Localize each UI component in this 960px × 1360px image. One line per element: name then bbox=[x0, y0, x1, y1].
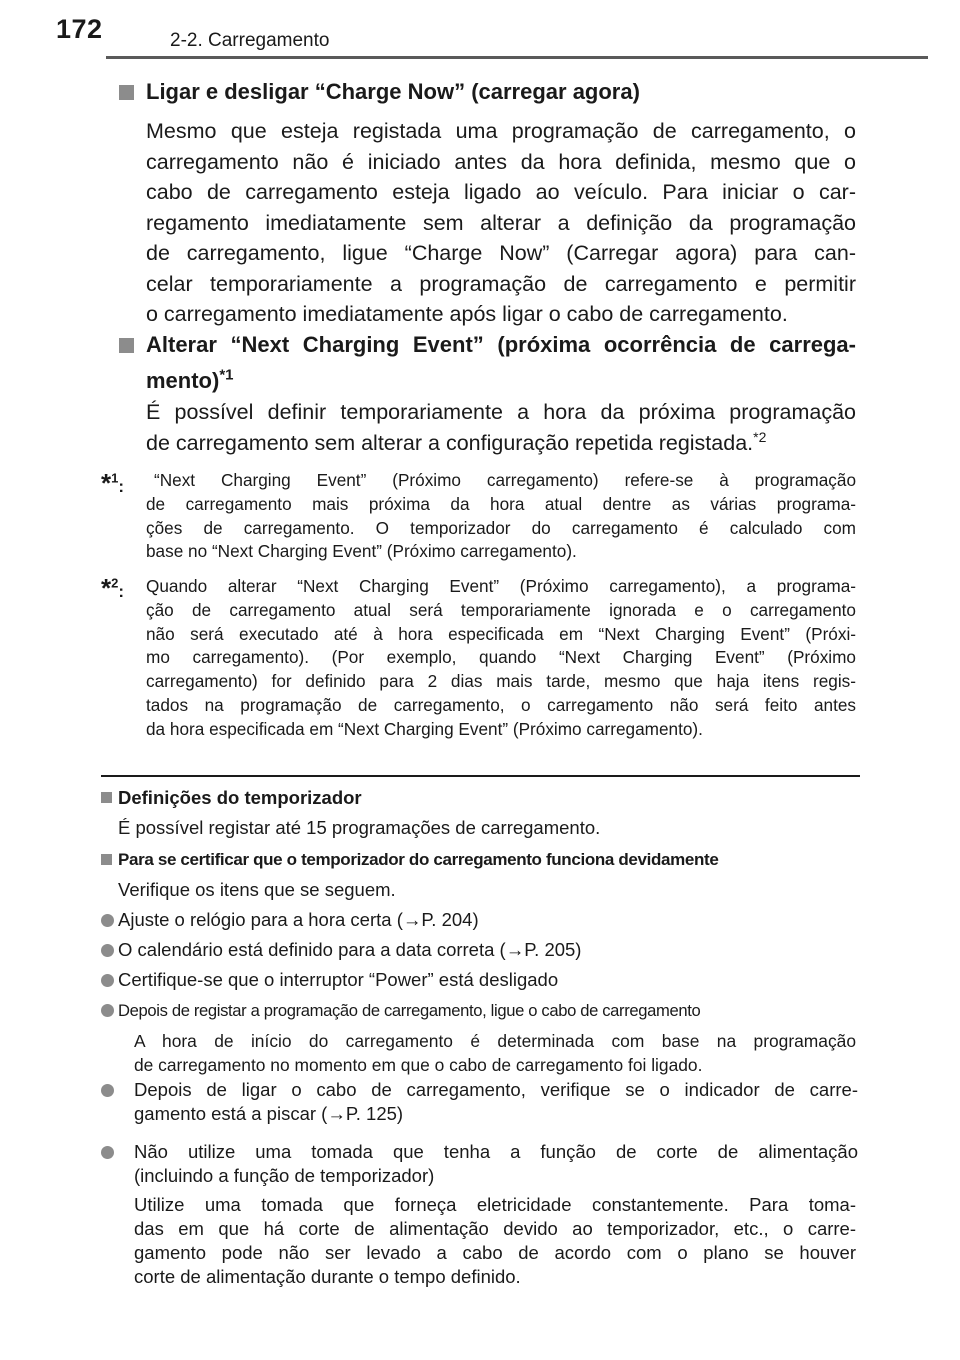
text-line: de carregamento mais próxima da hora atual dentre as várias programa- bbox=[146, 493, 856, 514]
text-line: base no “Next Charging Event” (Próximo carregamento). bbox=[146, 541, 577, 562]
text-line: regamento imediatamente sem alterar a definição da programação bbox=[146, 210, 856, 235]
heading-line-text: mento) bbox=[146, 368, 220, 393]
text-line: tados na programação de carregamento, o carregamento não será feito antes bbox=[146, 694, 856, 715]
heading-timer-check: Para se certificar que o temporizador do carregamento funciona devidamente bbox=[118, 850, 719, 869]
circle-bullet-icon bbox=[101, 1146, 114, 1159]
timer-settings-text: É possível registar até 15 programações de carregamento. bbox=[118, 817, 601, 838]
text-line: É possível definir temporariamente a hora da próxima programação bbox=[146, 400, 856, 424]
checklist-item-detail bbox=[134, 1193, 856, 1289]
heading-line: Alterar “Next Charging Event” (próxima ocorrência de carrega- bbox=[146, 332, 856, 357]
checklist-item bbox=[134, 1140, 858, 1188]
footnote-marker bbox=[101, 470, 124, 500]
checklist-item: Certifique-se que o interruptor “Power” está desligado bbox=[118, 969, 559, 990]
text-line: celar temporariamente a programação de carregamento e permitir bbox=[146, 271, 856, 296]
checklist-item bbox=[134, 1078, 858, 1126]
footnote-2-text bbox=[146, 575, 856, 742]
text-line: Depois de ligar o cabo de carregamento, verifique se o indicador de carre- bbox=[134, 1079, 858, 1100]
footnote-1-text bbox=[146, 469, 856, 564]
text-line: Utilize uma tomada que forneça eletricidade constantemente. Para toma- bbox=[134, 1194, 856, 1215]
circle-bullet-icon bbox=[101, 1084, 114, 1097]
page-number: 172 bbox=[56, 14, 103, 44]
timer-check-intro: Verifique os itens que se seguem. bbox=[118, 879, 396, 900]
checklist-item: Ajuste o relógio para a hora certa (→P. 204) bbox=[118, 909, 479, 930]
footnote-marker bbox=[101, 575, 124, 605]
text-line: corte de alimentação durante o tempo definido. bbox=[134, 1266, 521, 1287]
checklist-item: Depois de registar a programação de carregamento, ligue o cabo de carregamento bbox=[118, 1001, 701, 1020]
text-line: Mesmo que esteja registada uma programação de carregamento, o bbox=[146, 119, 856, 143]
text-line: não será executado até à hora especificada em “Next Charging Event” (Próxi- bbox=[146, 623, 856, 644]
text-line: mo carregamento). (Por exemplo, quando “Next Charging Event” (Próximo bbox=[146, 647, 856, 668]
footnote-colon: : bbox=[118, 477, 125, 496]
heading-line bbox=[146, 367, 856, 395]
section-divider bbox=[101, 775, 860, 777]
text-line: gamento está a piscar (→P. 125) bbox=[134, 1103, 404, 1124]
text-line bbox=[146, 428, 856, 459]
footnote-number: 1 bbox=[111, 470, 119, 486]
text-line: cabo de carregamento esteja ligado ao veículo. Para iniciar o car- bbox=[146, 180, 856, 204]
section-title: 2-2. Carregamento bbox=[170, 30, 330, 51]
text-line-content: de carregamento sem alterar a configuração repetida registada. bbox=[146, 430, 754, 455]
square-bullet-icon bbox=[119, 85, 134, 100]
heading-charge-now: Ligar e desligar “Charge Now” (carregar agora) bbox=[146, 79, 640, 104]
text-line: da hora especificada em “Next Charging Event” (Próximo carregamento). bbox=[146, 718, 703, 739]
circle-bullet-icon bbox=[101, 944, 114, 957]
checklist-item: O calendário está definido para a data correta (→P. 205) bbox=[118, 939, 582, 960]
heading-next-charging-event bbox=[146, 331, 856, 395]
square-bullet-icon bbox=[119, 338, 134, 353]
paragraph-charge-now bbox=[146, 116, 856, 330]
text-line: de carregamento no momento em que o cabo de carregamento foi ligado. bbox=[134, 1054, 703, 1075]
footnote-ref-2: *2 bbox=[753, 428, 767, 445]
text-line: “Next Charging Event” (Próximo carregamento) refere-se à programação bbox=[154, 470, 856, 490]
footnote-colon: : bbox=[118, 582, 125, 601]
circle-bullet-icon bbox=[101, 974, 114, 987]
text-line: das em que há corte de alimentação devido ao temporizador, etc., o carre- bbox=[134, 1218, 856, 1239]
text-line: A hora de início do carregamento é determinada com base na programação bbox=[134, 1031, 856, 1051]
footnote-star: * bbox=[101, 573, 112, 603]
text-line: ção de carregamento atual será temporariamente ignorada e o carregamento bbox=[146, 599, 856, 620]
square-bullet-icon bbox=[101, 792, 112, 803]
circle-bullet-icon bbox=[101, 914, 114, 927]
text-line: carregamento não é iniciado antes da hora definida, mesmo que o bbox=[146, 149, 856, 174]
text-line: (incluindo a função de temporizador) bbox=[134, 1165, 435, 1186]
text-line: ções de carregamento. O temporizador do carregamento é calculado com bbox=[146, 517, 856, 538]
paragraph-next-charging-event bbox=[146, 397, 856, 458]
footnote-number: 2 bbox=[111, 575, 119, 591]
text-line: de carregamento, ligue “Charge Now” (Carregar agora) para can- bbox=[146, 241, 856, 265]
header-divider bbox=[106, 56, 928, 59]
text-line: gamento pode não ser levado a cabo de acordo com o plano se houver bbox=[134, 1242, 856, 1263]
footnote-ref-1: *1 bbox=[219, 366, 234, 384]
text-line: carregamento) for definido para 2 dias mais tarde, mesmo que haja itens regis- bbox=[146, 671, 856, 692]
circle-bullet-icon bbox=[101, 1004, 114, 1017]
square-bullet-icon bbox=[101, 854, 112, 865]
text-line: Quando alterar “Next Charging Event” (Próximo carregamento), a programa- bbox=[146, 576, 856, 596]
footnote-star: * bbox=[101, 468, 112, 498]
text-line: o carregamento imediatamente após ligar o cabo de carregamento. bbox=[146, 302, 788, 326]
heading-timer-settings: Definições do temporizador bbox=[118, 787, 362, 808]
checklist-item-detail bbox=[134, 1030, 856, 1077]
text-line: Não utilize uma tomada que tenha a função de corte de alimentação bbox=[134, 1141, 858, 1162]
